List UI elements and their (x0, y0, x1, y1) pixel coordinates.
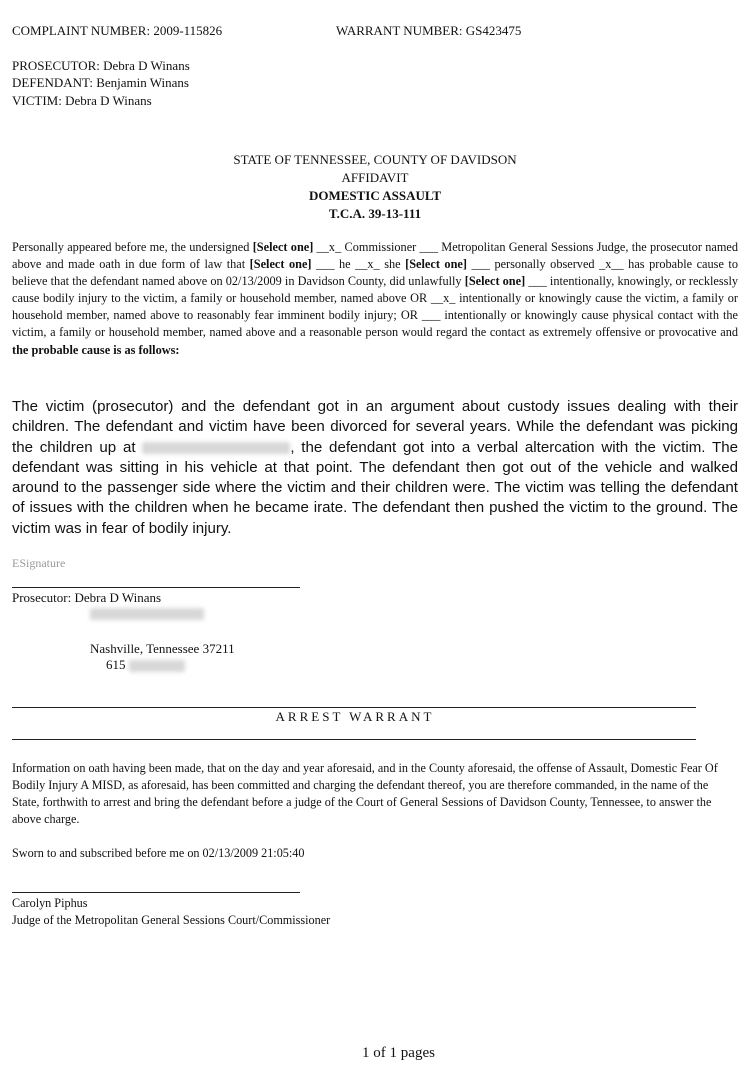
warrant-body: Information on oath having been made, that on the day and year aforesaid, and in the County aforesaid, the offense of Assault, Domestic Fear Of Bodily Injury A MISD, as aforesaid, has been committed and charging the defendant thereof, you are therefore commanded, in the name of the State, forthwith to arrest and bring the defendant before a judge of the Court of General Sessions of Davidson County, Tennessee, to answer the above charge. (12, 761, 718, 827)
redacted-street (90, 608, 204, 620)
state-county-heading: STATE OF TENNESSEE, COUNTY OF DAVIDSON (233, 152, 517, 167)
complaint-number: COMPLAINT NUMBER: 2009-115826 (12, 23, 223, 38)
sworn-statement: Sworn to and subscribed before me on 02/13/2009 21:05:40 (12, 846, 305, 860)
affidavit-heading: AFFIDAVIT (341, 170, 409, 185)
judge-title: Judge of the Metropolitan General Sessions Court/Commissioner (12, 913, 331, 927)
warrant-top-rule (12, 707, 696, 708)
judge-name: Carolyn Piphus (12, 896, 88, 910)
prosecutor-city: Nashville, Tennessee 37211 (90, 641, 235, 656)
esignature-label: ESignature (12, 556, 66, 570)
redacted-phone (129, 660, 185, 672)
charge-heading: DOMESTIC ASSAULT (308, 188, 442, 203)
arrest-warrant-heading: ARREST WARRANT (275, 709, 435, 724)
signature-line (12, 587, 300, 588)
prosecutor-signature-name: Prosecutor: Debra D Winans (12, 590, 162, 605)
defendant-label: DEFENDANT: Benjamin Winans (12, 75, 189, 90)
prosecutor-phone: 615 (106, 657, 185, 673)
warrant-number: WARRANT NUMBER: GS423475 (336, 23, 522, 38)
judge-signature-line (12, 892, 300, 893)
redacted-address (142, 442, 290, 454)
statute-heading: T.C.A. 39-13-111 (328, 206, 422, 221)
affidavit-paragraph: Personally appeared before me, the undersigned [Select one] __x_ Commissioner ___ Metropolitan General Sessions Judge, the prosecutor named above and made oath in due form of law that [Select one] ___ he __x_ she [Select one] ___ personally observed _x__ has probable cause to believe that the defendant named above on 02/13/2009 in Davidson County, did unlawfully [Select one] ___ intentionally, knowingly, or recklessly cause bodily injury to the victim, a family or household member, named above OR __x_ intentionally or knowingly cause the victim, a family or household member, named above to reasonably fear imminent bodily injury; OR ___ intentionally or knowingly cause physical contact with the victim, a family or household member, named above and a reasonable person would regard the contact as extremely offensive or provocative and the probable cause is as follows: (12, 240, 739, 357)
victim-label: VICTIM: Debra D Winans (12, 93, 152, 108)
warrant-bottom-rule (12, 739, 696, 740)
page-number: 1 of 1 pages (362, 1045, 435, 1061)
probable-cause-narrative: The victim (prosecutor) and the defendant got in an argument about custody issues dealing with their children. The defendant and victim have been divorced for several years. While the defendant was picking the children up at , the defendant got into a verbal altercation with the victim. The defendant was sitting in his vehicle at that point. The defendant then got out of the vehicle and walked around to the passenger side where the victim and their children were. The victim was telling the defendant of issues with the children when he became irate. The defendant then pushed the victim to the ground. The victim was in fear of bodily injury. (12, 398, 738, 537)
prosecutor-label: PROSECUTOR: Debra D Winans (12, 58, 190, 73)
